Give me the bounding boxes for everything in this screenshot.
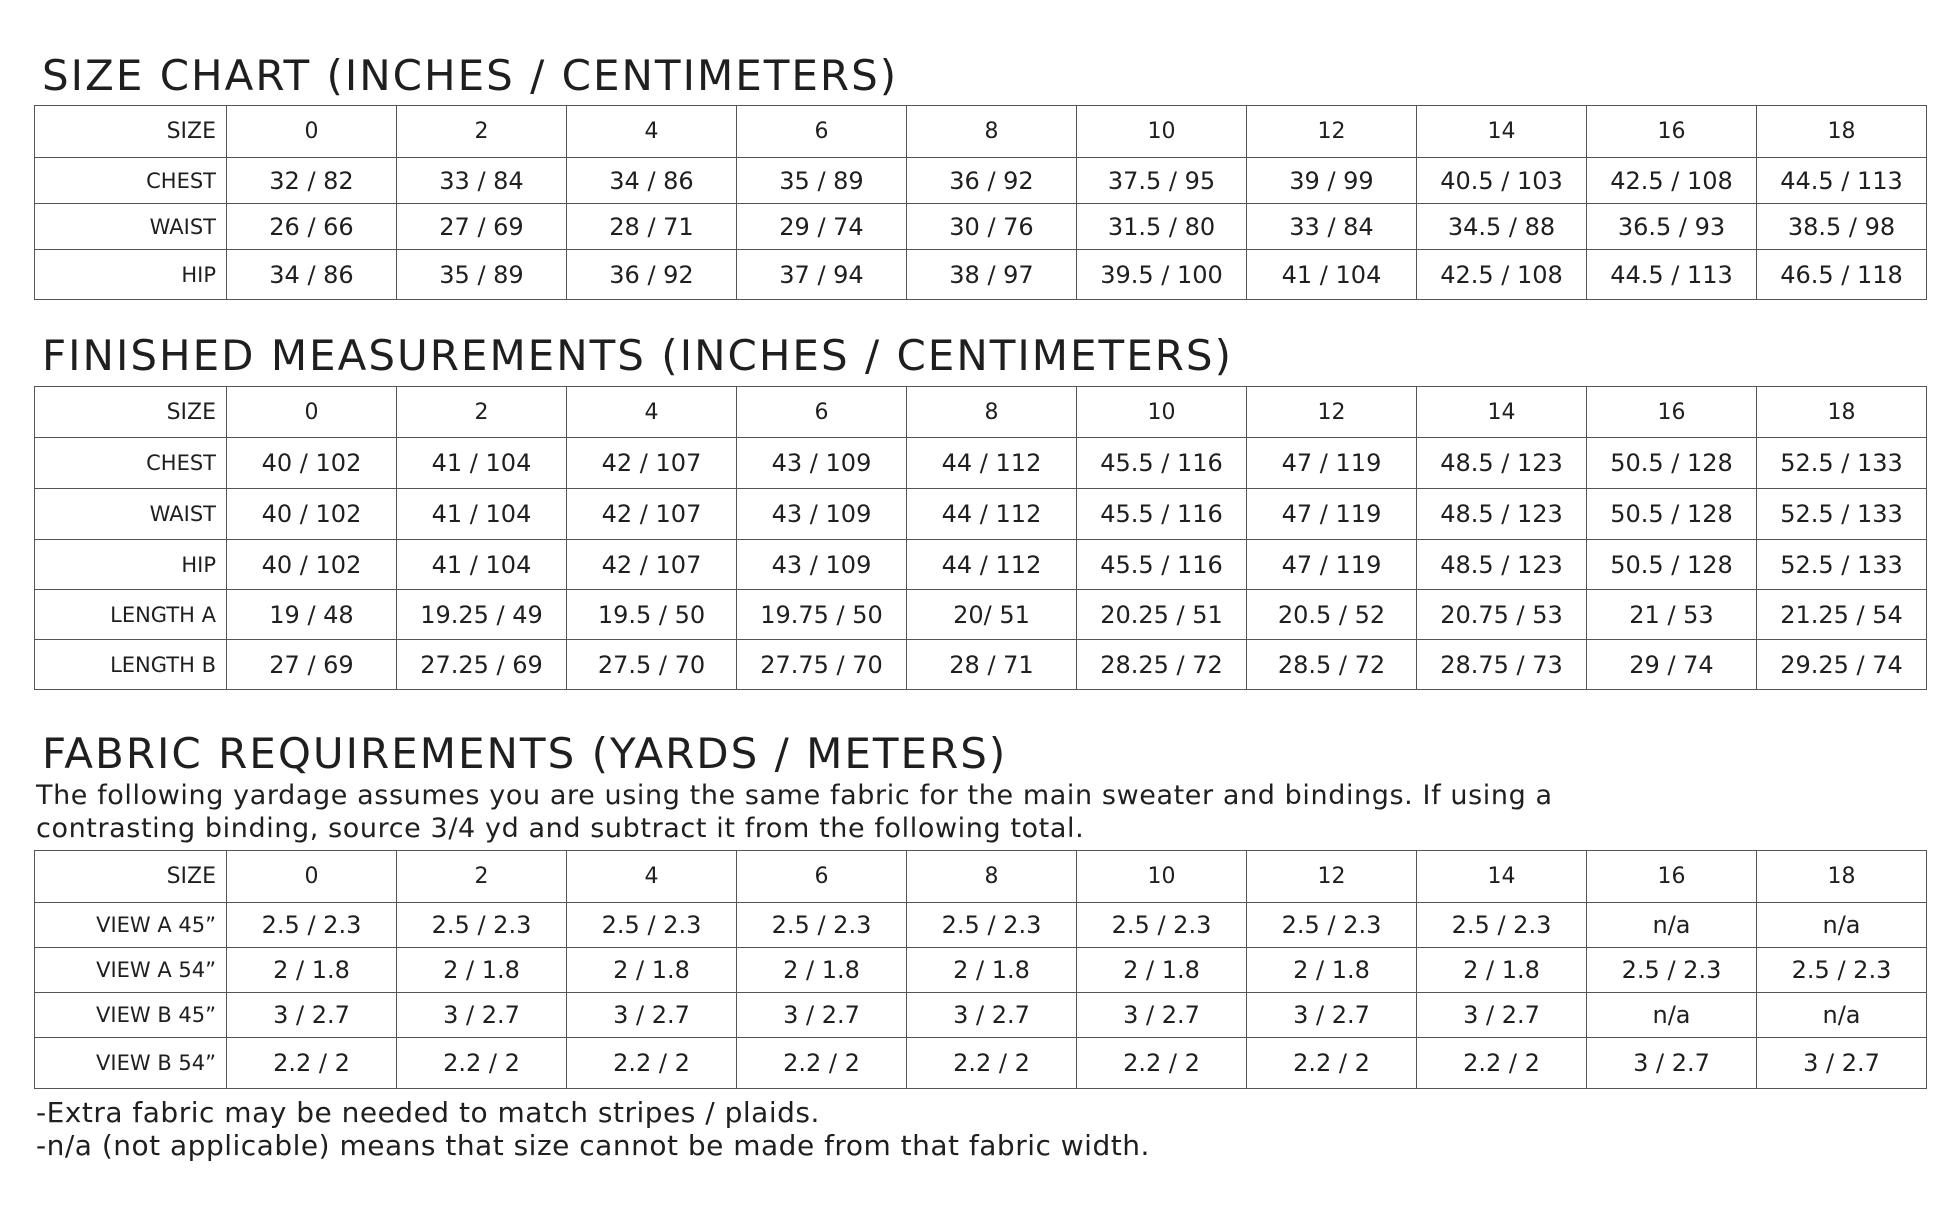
table-cell: 35 / 89	[737, 158, 907, 204]
table-cell: 19.25 / 49	[397, 590, 567, 640]
table-cell: 27.75 / 70	[737, 640, 907, 690]
table-cell: 20/ 51	[907, 590, 1077, 640]
table-row	[35, 1038, 1927, 1089]
table-cell: 19.75 / 50	[737, 590, 907, 640]
table-cell: 2 / 1.8	[907, 948, 1077, 993]
table-row	[35, 993, 1927, 1038]
row-label: HIP	[35, 540, 227, 590]
finished-measurements-title: FINISHED MEASUREMENTS (INCHES / CENTIMETERS)	[42, 331, 1233, 380]
size-header-cell: 2	[397, 387, 567, 438]
size-header-cell: 6	[737, 387, 907, 438]
table-cell: 2 / 1.8	[1247, 948, 1417, 993]
size-header-cell: 18	[1757, 851, 1927, 903]
table-cell: 30 / 76	[907, 204, 1077, 250]
size-header-cell: 4	[567, 106, 737, 158]
table-cell: 27.25 / 69	[397, 640, 567, 690]
size-header-row	[35, 851, 1927, 903]
table-cell: 28 / 71	[567, 204, 737, 250]
size-header-cell: 4	[567, 851, 737, 903]
table-cell: 52.5 / 133	[1757, 438, 1927, 489]
table-cell: 45.5 / 116	[1077, 438, 1247, 489]
table-cell: 47 / 119	[1247, 540, 1417, 590]
table-cell: 3 / 2.7	[397, 993, 567, 1038]
size-header-cell: 0	[227, 387, 397, 438]
size-header-cell: 12	[1247, 106, 1417, 158]
table-cell: 2.5 / 2.3	[1077, 903, 1247, 948]
row-label: VIEW B 54”	[35, 1038, 227, 1089]
table-cell: 42.5 / 108	[1587, 158, 1757, 204]
table-cell: 40 / 102	[227, 438, 397, 489]
table-cell: 45.5 / 116	[1077, 540, 1247, 590]
size-header-cell: 14	[1417, 106, 1587, 158]
table-cell: 2.5 / 2.3	[1247, 903, 1417, 948]
fabric-intro-line-2: contrasting binding, source 3/4 yd and subtract it from the following total.	[36, 813, 1085, 844]
table-cell: 29.25 / 74	[1757, 640, 1927, 690]
table-cell: 3 / 2.7	[1247, 993, 1417, 1038]
table-cell: 20.75 / 53	[1417, 590, 1587, 640]
size-header-cell: 8	[907, 387, 1077, 438]
table-cell: 41 / 104	[397, 438, 567, 489]
table-row	[35, 903, 1927, 948]
table-cell: 36.5 / 93	[1587, 204, 1757, 250]
table-cell: 48.5 / 123	[1417, 540, 1587, 590]
table-cell: 38.5 / 98	[1757, 204, 1927, 250]
table-cell: 43 / 109	[737, 540, 907, 590]
table-cell: 2 / 1.8	[1417, 948, 1587, 993]
row-label: HIP	[35, 250, 227, 300]
table-cell: 42 / 107	[567, 489, 737, 540]
table-cell: 28 / 71	[907, 640, 1077, 690]
table-cell: 27 / 69	[397, 204, 567, 250]
table-cell: 44.5 / 113	[1757, 158, 1927, 204]
table-cell: 45.5 / 116	[1077, 489, 1247, 540]
table-row	[35, 158, 1927, 204]
table-cell: 2.2 / 2	[737, 1038, 907, 1089]
fabric-requirements-table	[34, 850, 1927, 1089]
table-cell: 52.5 / 133	[1757, 489, 1927, 540]
table-cell: 2 / 1.8	[737, 948, 907, 993]
fabric-requirements-title: FABRIC REQUIREMENTS (YARDS / METERS)	[42, 729, 1008, 778]
table-cell: 39 / 99	[1247, 158, 1417, 204]
table-cell: 21.25 / 54	[1757, 590, 1927, 640]
table-cell: 3 / 2.7	[567, 993, 737, 1038]
table-row	[35, 250, 1927, 300]
table-cell: 3 / 2.7	[1417, 993, 1587, 1038]
table-cell: 38 / 97	[907, 250, 1077, 300]
table-cell: 3 / 2.7	[227, 993, 397, 1038]
table-cell: 46.5 / 118	[1757, 250, 1927, 300]
table-cell: 3 / 2.7	[1077, 993, 1247, 1038]
table-cell: 33 / 84	[1247, 204, 1417, 250]
fabric-notes	[36, 1096, 1150, 1162]
table-cell: 33 / 84	[397, 158, 567, 204]
table-cell: 42.5 / 108	[1417, 250, 1587, 300]
table-cell: 41 / 104	[397, 540, 567, 590]
row-label: VIEW A 54”	[35, 948, 227, 993]
row-label: VIEW A 45”	[35, 903, 227, 948]
table-cell: n/a	[1757, 993, 1927, 1038]
table-cell: 36 / 92	[567, 250, 737, 300]
table-cell: n/a	[1587, 993, 1757, 1038]
table-cell: 2.2 / 2	[1077, 1038, 1247, 1089]
size-header-cell: 2	[397, 851, 567, 903]
table-cell: 52.5 / 133	[1757, 540, 1927, 590]
table-cell: 41 / 104	[1247, 250, 1417, 300]
table-cell: 37 / 94	[737, 250, 907, 300]
fabric-intro	[36, 779, 1553, 845]
table-cell: 2.5 / 2.3	[1417, 903, 1587, 948]
fabric-note-2: -n/a (not applicable) means that size cannot be made from that fabric width.	[36, 1129, 1150, 1162]
table-row	[35, 590, 1927, 640]
fabric-note-1: -Extra fabric may be needed to match stripes / plaids.	[36, 1096, 820, 1129]
table-cell: 27 / 69	[227, 640, 397, 690]
table-cell: 47 / 119	[1247, 489, 1417, 540]
table-row	[35, 438, 1927, 489]
row-label: CHEST	[35, 158, 227, 204]
size-header-cell: 6	[737, 851, 907, 903]
table-cell: 3 / 2.7	[1587, 1038, 1757, 1089]
size-header-label: SIZE	[35, 106, 227, 158]
table-cell: 2.5 / 2.3	[397, 903, 567, 948]
table-cell: 32 / 82	[227, 158, 397, 204]
table-cell: 26 / 66	[227, 204, 397, 250]
table-cell: 3 / 2.7	[1757, 1038, 1927, 1089]
table-cell: 43 / 109	[737, 489, 907, 540]
table-cell: 34 / 86	[567, 158, 737, 204]
table-row	[35, 948, 1927, 993]
size-header-cell: 0	[227, 851, 397, 903]
table-cell: 42 / 107	[567, 540, 737, 590]
row-label: VIEW B 45”	[35, 993, 227, 1038]
table-cell: 44 / 112	[907, 489, 1077, 540]
size-header-cell: 16	[1587, 387, 1757, 438]
table-cell: 2 / 1.8	[567, 948, 737, 993]
table-cell: 36 / 92	[907, 158, 1077, 204]
size-header-cell: 4	[567, 387, 737, 438]
table-cell: 40 / 102	[227, 540, 397, 590]
table-cell: 48.5 / 123	[1417, 438, 1587, 489]
table-row	[35, 489, 1927, 540]
size-header-cell: 14	[1417, 851, 1587, 903]
table-cell: 20.5 / 52	[1247, 590, 1417, 640]
size-header-cell: 16	[1587, 106, 1757, 158]
table-cell: 40.5 / 103	[1417, 158, 1587, 204]
size-header-cell: 12	[1247, 851, 1417, 903]
size-header-cell: 18	[1757, 387, 1927, 438]
table-cell: 3 / 2.7	[907, 993, 1077, 1038]
table-cell: 19 / 48	[227, 590, 397, 640]
table-cell: 2.5 / 2.3	[227, 903, 397, 948]
table-cell: 21 / 53	[1587, 590, 1757, 640]
table-cell: 31.5 / 80	[1077, 204, 1247, 250]
table-cell: 2.2 / 2	[567, 1038, 737, 1089]
table-cell: n/a	[1757, 903, 1927, 948]
size-header-cell: 8	[907, 106, 1077, 158]
size-header-cell: 6	[737, 106, 907, 158]
table-cell: 27.5 / 70	[567, 640, 737, 690]
table-cell: 3 / 2.7	[737, 993, 907, 1038]
table-cell: 50.5 / 128	[1587, 438, 1757, 489]
row-label: LENGTH A	[35, 590, 227, 640]
size-header-cell: 18	[1757, 106, 1927, 158]
size-header-cell: 16	[1587, 851, 1757, 903]
table-cell: 34 / 86	[227, 250, 397, 300]
table-cell: 34.5 / 88	[1417, 204, 1587, 250]
size-header-cell: 10	[1077, 851, 1247, 903]
table-cell: 35 / 89	[397, 250, 567, 300]
table-cell: 29 / 74	[737, 204, 907, 250]
table-cell: 42 / 107	[567, 438, 737, 489]
size-chart-title: SIZE CHART (INCHES / CENTIMETERS)	[42, 51, 899, 100]
table-row	[35, 540, 1927, 590]
table-cell: 2 / 1.8	[1077, 948, 1247, 993]
table-cell: 41 / 104	[397, 489, 567, 540]
fabric-intro-line-1: The following yardage assumes you are using the same fabric for the main sweater and bindings. If using a	[36, 780, 1553, 811]
size-header-row	[35, 387, 1927, 438]
table-cell: 50.5 / 128	[1587, 489, 1757, 540]
table-cell: 28.25 / 72	[1077, 640, 1247, 690]
size-chart-table	[34, 105, 1927, 300]
row-label: LENGTH B	[35, 640, 227, 690]
table-cell: 2.2 / 2	[1417, 1038, 1587, 1089]
finished-measurements-table	[34, 386, 1927, 690]
table-cell: 2.2 / 2	[227, 1038, 397, 1089]
table-cell: 28.75 / 73	[1417, 640, 1587, 690]
size-header-label: SIZE	[35, 387, 227, 438]
table-cell: 2.5 / 2.3	[1757, 948, 1927, 993]
size-header-cell: 12	[1247, 387, 1417, 438]
table-cell: 20.25 / 51	[1077, 590, 1247, 640]
table-row	[35, 640, 1927, 690]
table-cell: 43 / 109	[737, 438, 907, 489]
table-cell: 29 / 74	[1587, 640, 1757, 690]
table-cell: 37.5 / 95	[1077, 158, 1247, 204]
size-header-label: SIZE	[35, 851, 227, 903]
row-label: CHEST	[35, 438, 227, 489]
table-row	[35, 204, 1927, 250]
table-cell: 2.5 / 2.3	[737, 903, 907, 948]
size-header-cell: 10	[1077, 106, 1247, 158]
row-label: WAIST	[35, 204, 227, 250]
table-cell: 2 / 1.8	[227, 948, 397, 993]
table-cell: 2 / 1.8	[397, 948, 567, 993]
size-header-cell: 2	[397, 106, 567, 158]
table-cell: 47 / 119	[1247, 438, 1417, 489]
size-header-row	[35, 106, 1927, 158]
table-cell: n/a	[1587, 903, 1757, 948]
row-label: WAIST	[35, 489, 227, 540]
table-cell: 2.2 / 2	[907, 1038, 1077, 1089]
table-cell: 28.5 / 72	[1247, 640, 1417, 690]
table-cell: 2.5 / 2.3	[1587, 948, 1757, 993]
table-cell: 2.5 / 2.3	[567, 903, 737, 948]
table-cell: 44 / 112	[907, 540, 1077, 590]
size-header-cell: 14	[1417, 387, 1587, 438]
size-header-cell: 8	[907, 851, 1077, 903]
table-cell: 2.2 / 2	[1247, 1038, 1417, 1089]
size-header-cell: 10	[1077, 387, 1247, 438]
table-cell: 19.5 / 50	[567, 590, 737, 640]
table-cell: 48.5 / 123	[1417, 489, 1587, 540]
table-cell: 44.5 / 113	[1587, 250, 1757, 300]
table-cell: 2.5 / 2.3	[907, 903, 1077, 948]
table-cell: 50.5 / 128	[1587, 540, 1757, 590]
table-cell: 2.2 / 2	[397, 1038, 567, 1089]
table-cell: 40 / 102	[227, 489, 397, 540]
table-cell: 39.5 / 100	[1077, 250, 1247, 300]
size-header-cell: 0	[227, 106, 397, 158]
table-cell: 44 / 112	[907, 438, 1077, 489]
